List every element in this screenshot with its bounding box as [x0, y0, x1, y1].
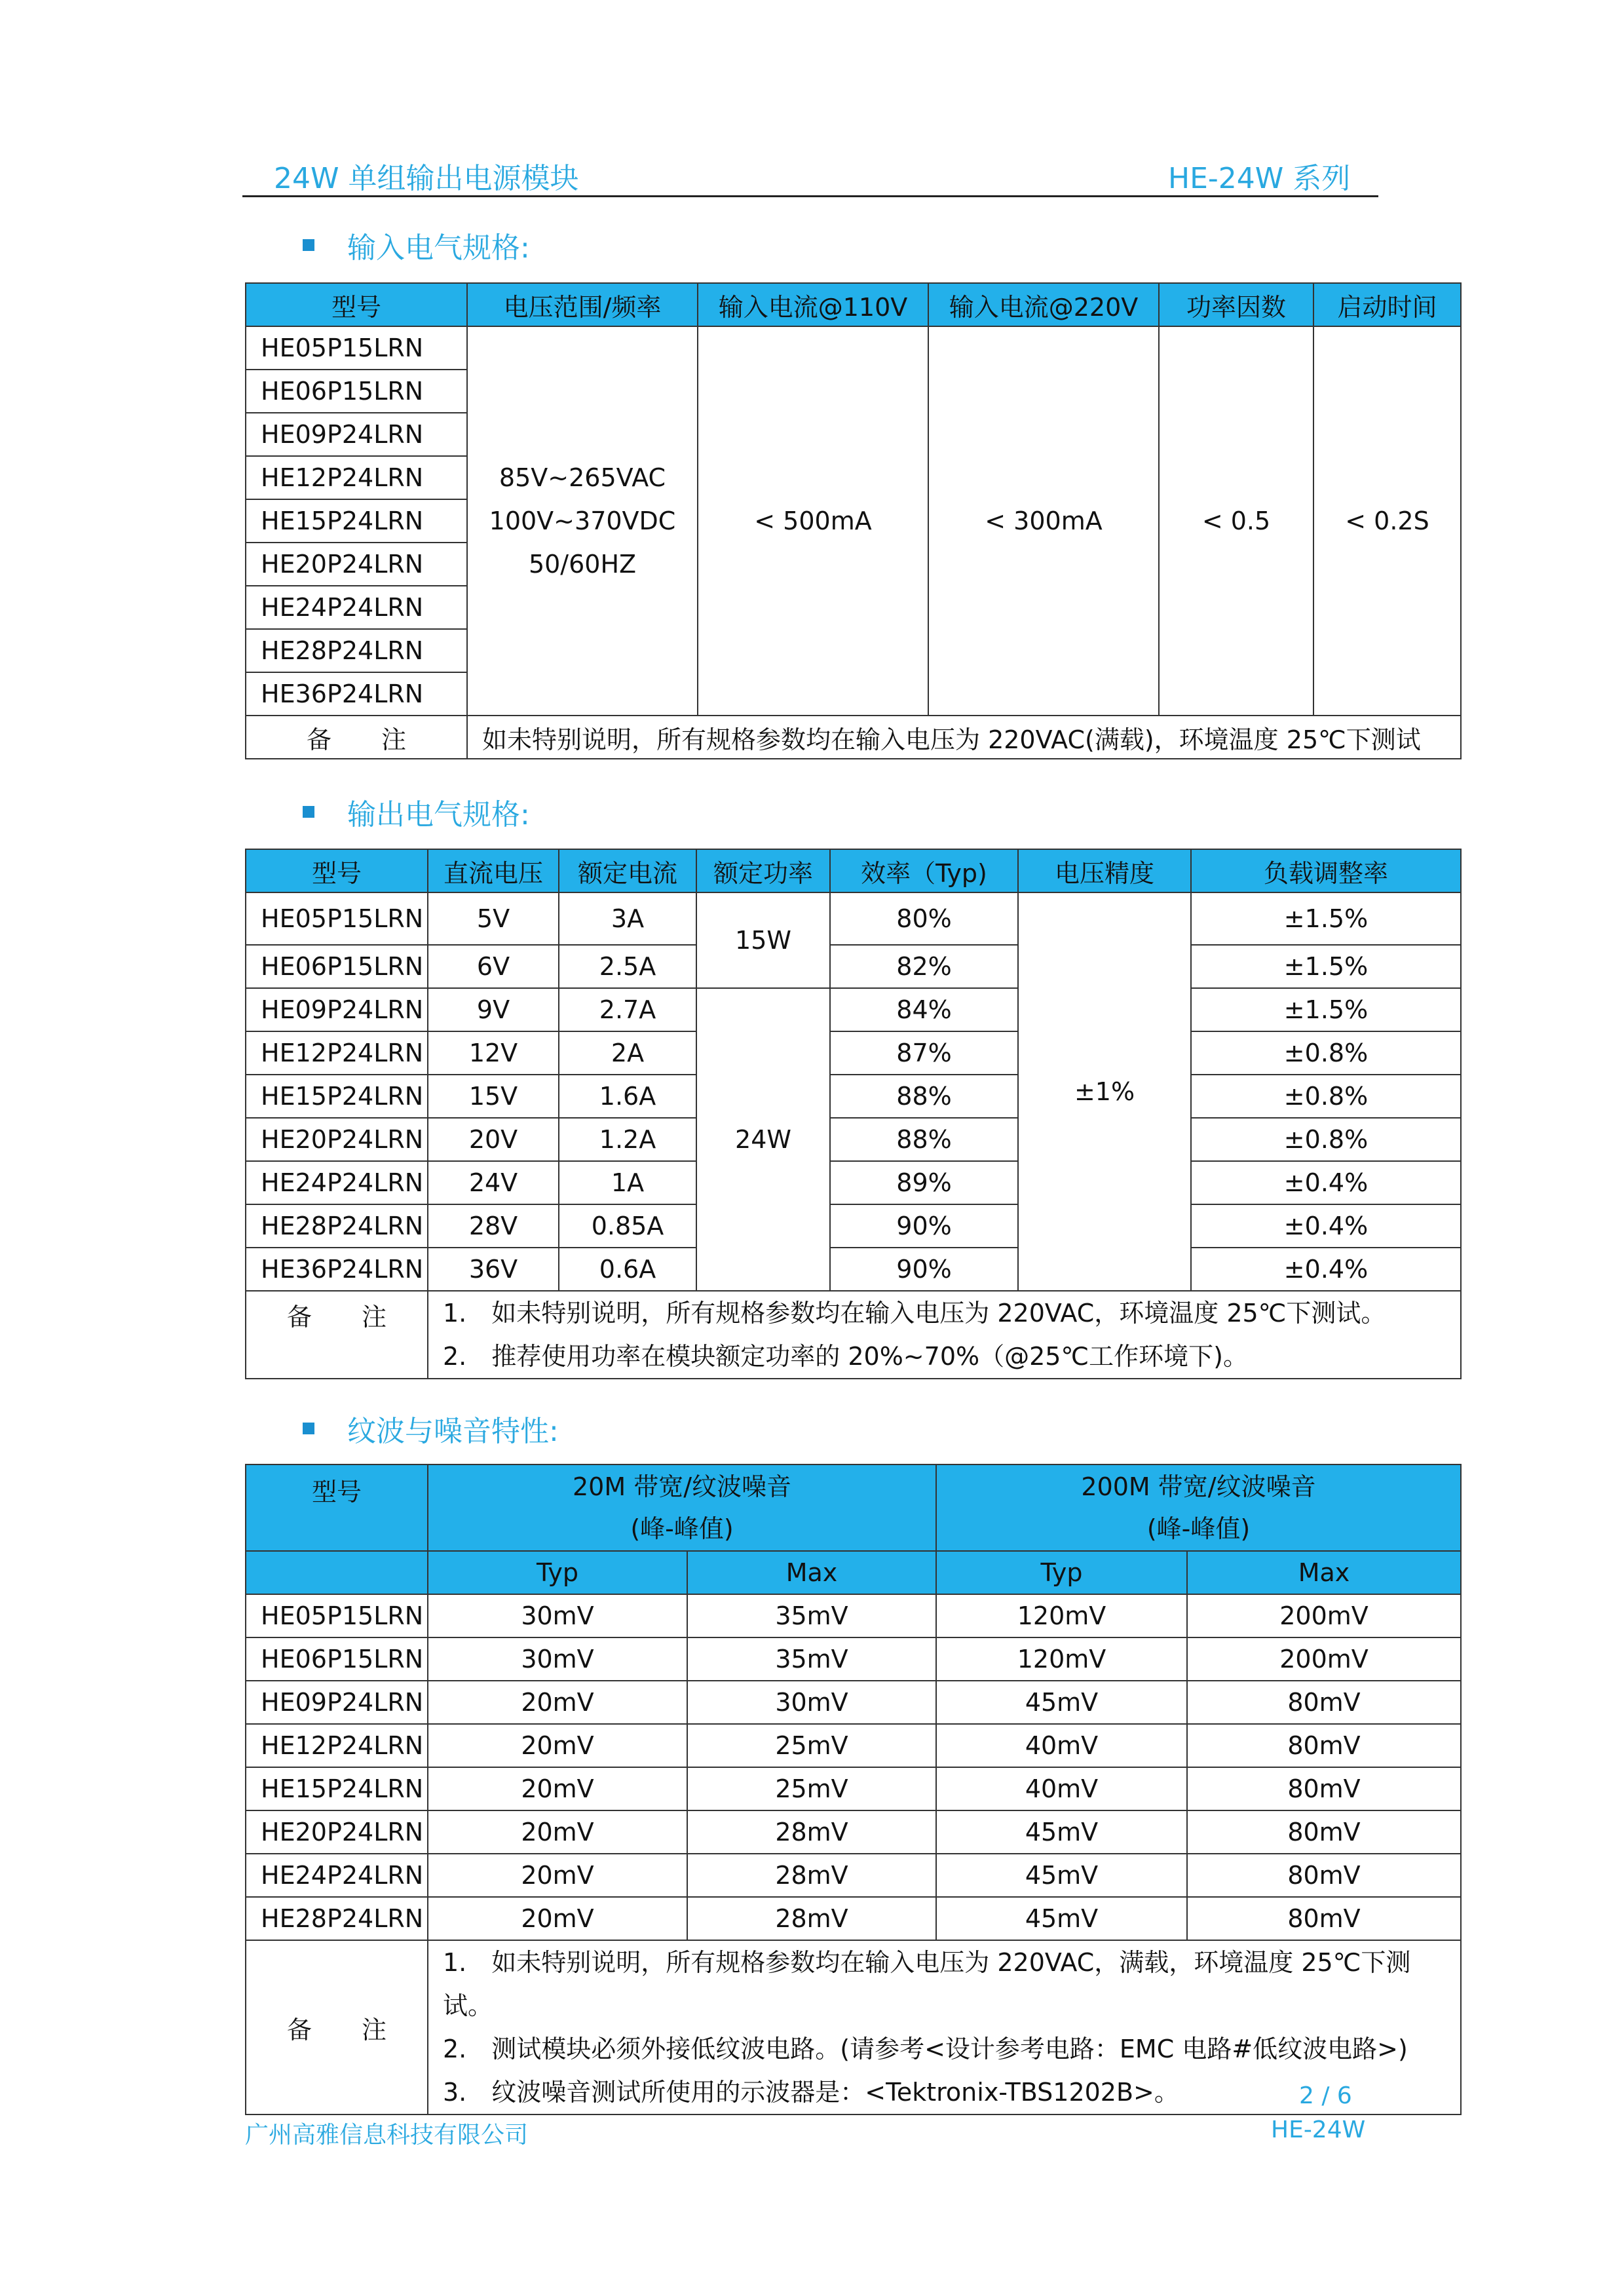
col-header: 输入电流@110V [698, 283, 928, 326]
model-cell: HE28P24LRN [246, 1204, 428, 1248]
product-code: HE-24W [1271, 2116, 1366, 2143]
ripple-cell: 45mV [936, 1681, 1187, 1724]
ripple-cell: 40mV [936, 1767, 1187, 1810]
col-header: 功率因数 [1159, 283, 1313, 326]
efficiency-cell: 89% [830, 1161, 1018, 1204]
voltage-cell: 9V [428, 988, 559, 1031]
output-section-heading [303, 791, 530, 833]
col-header: 电压精度 [1018, 849, 1191, 892]
regulation-cell: ±1.5% [1191, 945, 1461, 988]
table-header-row [246, 1464, 1461, 1551]
voltage-line: 100V~370VDC [489, 507, 676, 535]
ripple-cell: 25mV [687, 1767, 936, 1810]
current-cell: 1.6A [559, 1075, 696, 1118]
model-cell: HE15P24LRN [246, 1767, 428, 1810]
input-section-heading [303, 224, 530, 266]
input-current-110v: < 500mA [698, 326, 928, 716]
table-row [246, 1854, 1461, 1897]
model-cell: HE09P24LRN [246, 988, 428, 1031]
ripple-cell: 28mV [687, 1897, 936, 1940]
regulation-cell: ±0.8% [1191, 1031, 1461, 1075]
col-header: 启动时间 [1313, 283, 1461, 326]
current-cell: 1A [559, 1161, 696, 1204]
ripple-noise-table [245, 1464, 1462, 2115]
ripple-cell: 20mV [428, 1854, 687, 1897]
ripple-cell: 20mV [428, 1724, 687, 1767]
table-row [246, 1637, 1461, 1681]
ripple-cell: 80mV [1187, 1854, 1461, 1897]
model-cell: HE05P15LRN [246, 326, 467, 370]
rated-power-24w: 24W [696, 988, 830, 1291]
ripple-cell: 28mV [687, 1854, 936, 1897]
ripple-cell: 120mV [936, 1637, 1187, 1681]
startup-time: < 0.2S [1313, 326, 1461, 716]
bullet-square-icon [303, 806, 314, 818]
ripple-cell: 80mV [1187, 1810, 1461, 1854]
model-cell: HE05P15LRN [246, 1594, 428, 1637]
table-header-row [246, 283, 1461, 326]
table-row [246, 1767, 1461, 1810]
ripple-cell: 80mV [1187, 1681, 1461, 1724]
regulation-cell: ±0.4% [1191, 1204, 1461, 1248]
current-cell: 2A [559, 1031, 696, 1075]
group-header-line: (峰-峰值) [630, 1514, 734, 1543]
ripple-section-title: 纹波与噪音特性: [347, 1415, 559, 1448]
table-row [246, 1594, 1461, 1637]
table-row [246, 945, 1461, 988]
table-row [246, 1031, 1461, 1075]
model-cell: HE12P24LRN [246, 1031, 428, 1075]
model-cell: HE12P24LRN [246, 456, 467, 499]
current-cell: 1.2A [559, 1118, 696, 1161]
table-row [246, 988, 1461, 1031]
col-header: 额定电流 [559, 849, 696, 892]
regulation-cell: ±0.4% [1191, 1161, 1461, 1204]
series-label: HE-24W 系列 [1168, 162, 1351, 195]
model-cell: HE20P24LRN [246, 1810, 428, 1854]
col-header: 型号 [246, 1464, 428, 1551]
col-header: Max [687, 1551, 936, 1594]
table-row [246, 1161, 1461, 1204]
model-cell: HE28P24LRN [246, 1897, 428, 1940]
ripple-cell: 200mV [1187, 1637, 1461, 1681]
group-header-20m [428, 1464, 936, 1551]
ripple-cell: 20mV [428, 1681, 687, 1724]
col-header-empty [246, 1551, 428, 1594]
company-name: 广州高雅信息科技有限公司 [245, 2122, 529, 2149]
ripple-cell: 45mV [936, 1854, 1187, 1897]
col-header: Typ [936, 1551, 1187, 1594]
voltage-range-cell [467, 326, 698, 716]
model-cell: HE24P24LRN [246, 1161, 428, 1204]
voltage-cell: 15V [428, 1075, 559, 1118]
efficiency-cell: 87% [830, 1031, 1018, 1075]
table-row [246, 1810, 1461, 1854]
note-line: 2. 推荐使用功率在模块额定功率的 20%~70%（@25℃工作环境下)。 [443, 1342, 1248, 1371]
regulation-cell: ±0.8% [1191, 1075, 1461, 1118]
ripple-cell: 80mV [1187, 1724, 1461, 1767]
group-header-line: 200M 带宽/纹波噪音 [1081, 1472, 1316, 1501]
ripple-cell: 30mV [428, 1594, 687, 1637]
model-cell: HE09P24LRN [246, 413, 467, 456]
current-cell: 2.7A [559, 988, 696, 1031]
output-section-title: 输出电气规格: [347, 798, 530, 832]
note-line: 3. 纹波噪音测试所使用的示波器是：<Tektronix-TBS1202B>。 [443, 2078, 1179, 2107]
voltage-cell: 5V [428, 892, 559, 945]
model-cell: HE09P24LRN [246, 1681, 428, 1724]
ripple-cell: 35mV [687, 1637, 936, 1681]
table-row [246, 1204, 1461, 1248]
current-cell: 3A [559, 892, 696, 945]
voltage-cell: 12V [428, 1031, 559, 1075]
model-cell: HE12P24LRN [246, 1724, 428, 1767]
table-subheader-row [246, 1551, 1461, 1594]
voltage-cell: 28V [428, 1204, 559, 1248]
efficiency-cell: 82% [830, 945, 1018, 988]
table-row [246, 326, 1461, 370]
note-label: 备 注 [246, 716, 467, 759]
ripple-cell: 80mV [1187, 1897, 1461, 1940]
ripple-cell: 30mV [428, 1637, 687, 1681]
ripple-cell: 20mV [428, 1767, 687, 1810]
col-header: 负载调整率 [1191, 849, 1461, 892]
input-spec-table [245, 282, 1462, 759]
note-row [246, 1940, 1461, 2114]
group-header-line: (峰-峰值) [1146, 1514, 1251, 1543]
ripple-cell: 20mV [428, 1810, 687, 1854]
model-cell: HE20P24LRN [246, 1118, 428, 1161]
document-title: 24W 单组输出电源模块 [274, 162, 579, 195]
model-cell: HE06P15LRN [246, 370, 467, 413]
efficiency-cell: 84% [830, 988, 1018, 1031]
rated-power-15w: 15W [696, 892, 830, 988]
note-text [428, 1291, 1461, 1379]
model-cell: HE06P15LRN [246, 1637, 428, 1681]
model-cell: HE36P24LRN [246, 672, 467, 716]
ripple-cell: 45mV [936, 1810, 1187, 1854]
ripple-cell: 120mV [936, 1594, 1187, 1637]
current-cell: 0.6A [559, 1248, 696, 1291]
bullet-square-icon [303, 239, 314, 251]
current-cell: 2.5A [559, 945, 696, 988]
current-cell: 0.85A [559, 1204, 696, 1248]
group-header-200m [936, 1464, 1461, 1551]
col-header: 直流电压 [428, 849, 559, 892]
table-header-row [246, 849, 1461, 892]
col-header: 型号 [246, 849, 428, 892]
table-row [246, 1118, 1461, 1161]
input-section-title: 输入电气规格: [347, 231, 530, 265]
output-spec-table [245, 849, 1462, 1379]
col-header: 效率（Typ) [830, 849, 1018, 892]
table-row [246, 1681, 1461, 1724]
model-cell: HE28P24LRN [246, 629, 467, 672]
efficiency-cell: 90% [830, 1248, 1018, 1291]
efficiency-cell: 90% [830, 1204, 1018, 1248]
model-cell: HE15P24LRN [246, 499, 467, 543]
regulation-cell: ±0.4% [1191, 1248, 1461, 1291]
table-row [246, 1248, 1461, 1291]
note-label: 备 注 [246, 1291, 428, 1379]
table-row [246, 1075, 1461, 1118]
ripple-cell: 25mV [687, 1724, 936, 1767]
col-header: Max [1187, 1551, 1461, 1594]
voltage-accuracy: ±1% [1018, 892, 1191, 1291]
note-row [246, 716, 1461, 759]
note-text: 如未特别说明，所有规格参数均在输入电压为 220VAC(满载)，环境温度 25℃下测试 [467, 716, 1461, 759]
group-header-line: 20M 带宽/纹波噪音 [572, 1472, 792, 1501]
bullet-square-icon [303, 1423, 314, 1434]
table-row [246, 892, 1461, 945]
note-line: 1. 如未特别说明，所有规格参数均在输入电压为 220VAC，环境温度 25℃下测试。 [443, 1299, 1386, 1328]
note-line: 2. 测试模块必须外接低纹波电路。(请参考<设计参考电路：EMC 电路#低纹波电路>) [443, 2035, 1408, 2063]
voltage-cell: 6V [428, 945, 559, 988]
header-divider [242, 195, 1378, 197]
note-label: 备 注 [246, 1940, 428, 2114]
ripple-cell: 45mV [936, 1897, 1187, 1940]
model-cell: HE20P24LRN [246, 543, 467, 586]
col-header: 输入电流@220V [928, 283, 1159, 326]
model-cell: HE24P24LRN [246, 1854, 428, 1897]
efficiency-cell: 88% [830, 1075, 1018, 1118]
efficiency-cell: 88% [830, 1118, 1018, 1161]
col-header: 电压范围/频率 [467, 283, 698, 326]
input-current-220v: < 300mA [928, 326, 1159, 716]
ripple-cell: 35mV [687, 1594, 936, 1637]
ripple-cell: 40mV [936, 1724, 1187, 1767]
col-header: 额定功率 [696, 849, 830, 892]
voltage-line: 50/60HZ [528, 550, 637, 579]
model-cell: HE05P15LRN [246, 892, 428, 945]
voltage-cell: 36V [428, 1248, 559, 1291]
note-row [246, 1291, 1461, 1379]
ripple-section-heading [303, 1407, 559, 1449]
page-number: 2 / 6 [1299, 2082, 1352, 2109]
ripple-cell: 30mV [687, 1681, 936, 1724]
voltage-cell: 20V [428, 1118, 559, 1161]
ripple-cell: 28mV [687, 1810, 936, 1854]
model-cell: HE24P24LRN [246, 586, 467, 629]
model-cell: HE15P24LRN [246, 1075, 428, 1118]
model-cell: HE06P15LRN [246, 945, 428, 988]
ripple-cell: 200mV [1187, 1594, 1461, 1637]
efficiency-cell: 80% [830, 892, 1018, 945]
ripple-cell: 80mV [1187, 1767, 1461, 1810]
ripple-cell: 20mV [428, 1897, 687, 1940]
col-header: 型号 [246, 283, 467, 326]
col-header: Typ [428, 1551, 687, 1594]
regulation-cell: ±0.8% [1191, 1118, 1461, 1161]
table-row [246, 1897, 1461, 1940]
regulation-cell: ±1.5% [1191, 892, 1461, 945]
power-factor: < 0.5 [1159, 326, 1313, 716]
model-cell: HE36P24LRN [246, 1248, 428, 1291]
voltage-cell: 24V [428, 1161, 559, 1204]
regulation-cell: ±1.5% [1191, 988, 1461, 1031]
note-line: 1. 如未特别说明，所有规格参数均在输入电压为 220VAC，满载，环境温度 25℃下测试。 [443, 1948, 1411, 2020]
voltage-line: 85V~265VAC [499, 463, 666, 492]
table-row [246, 1724, 1461, 1767]
